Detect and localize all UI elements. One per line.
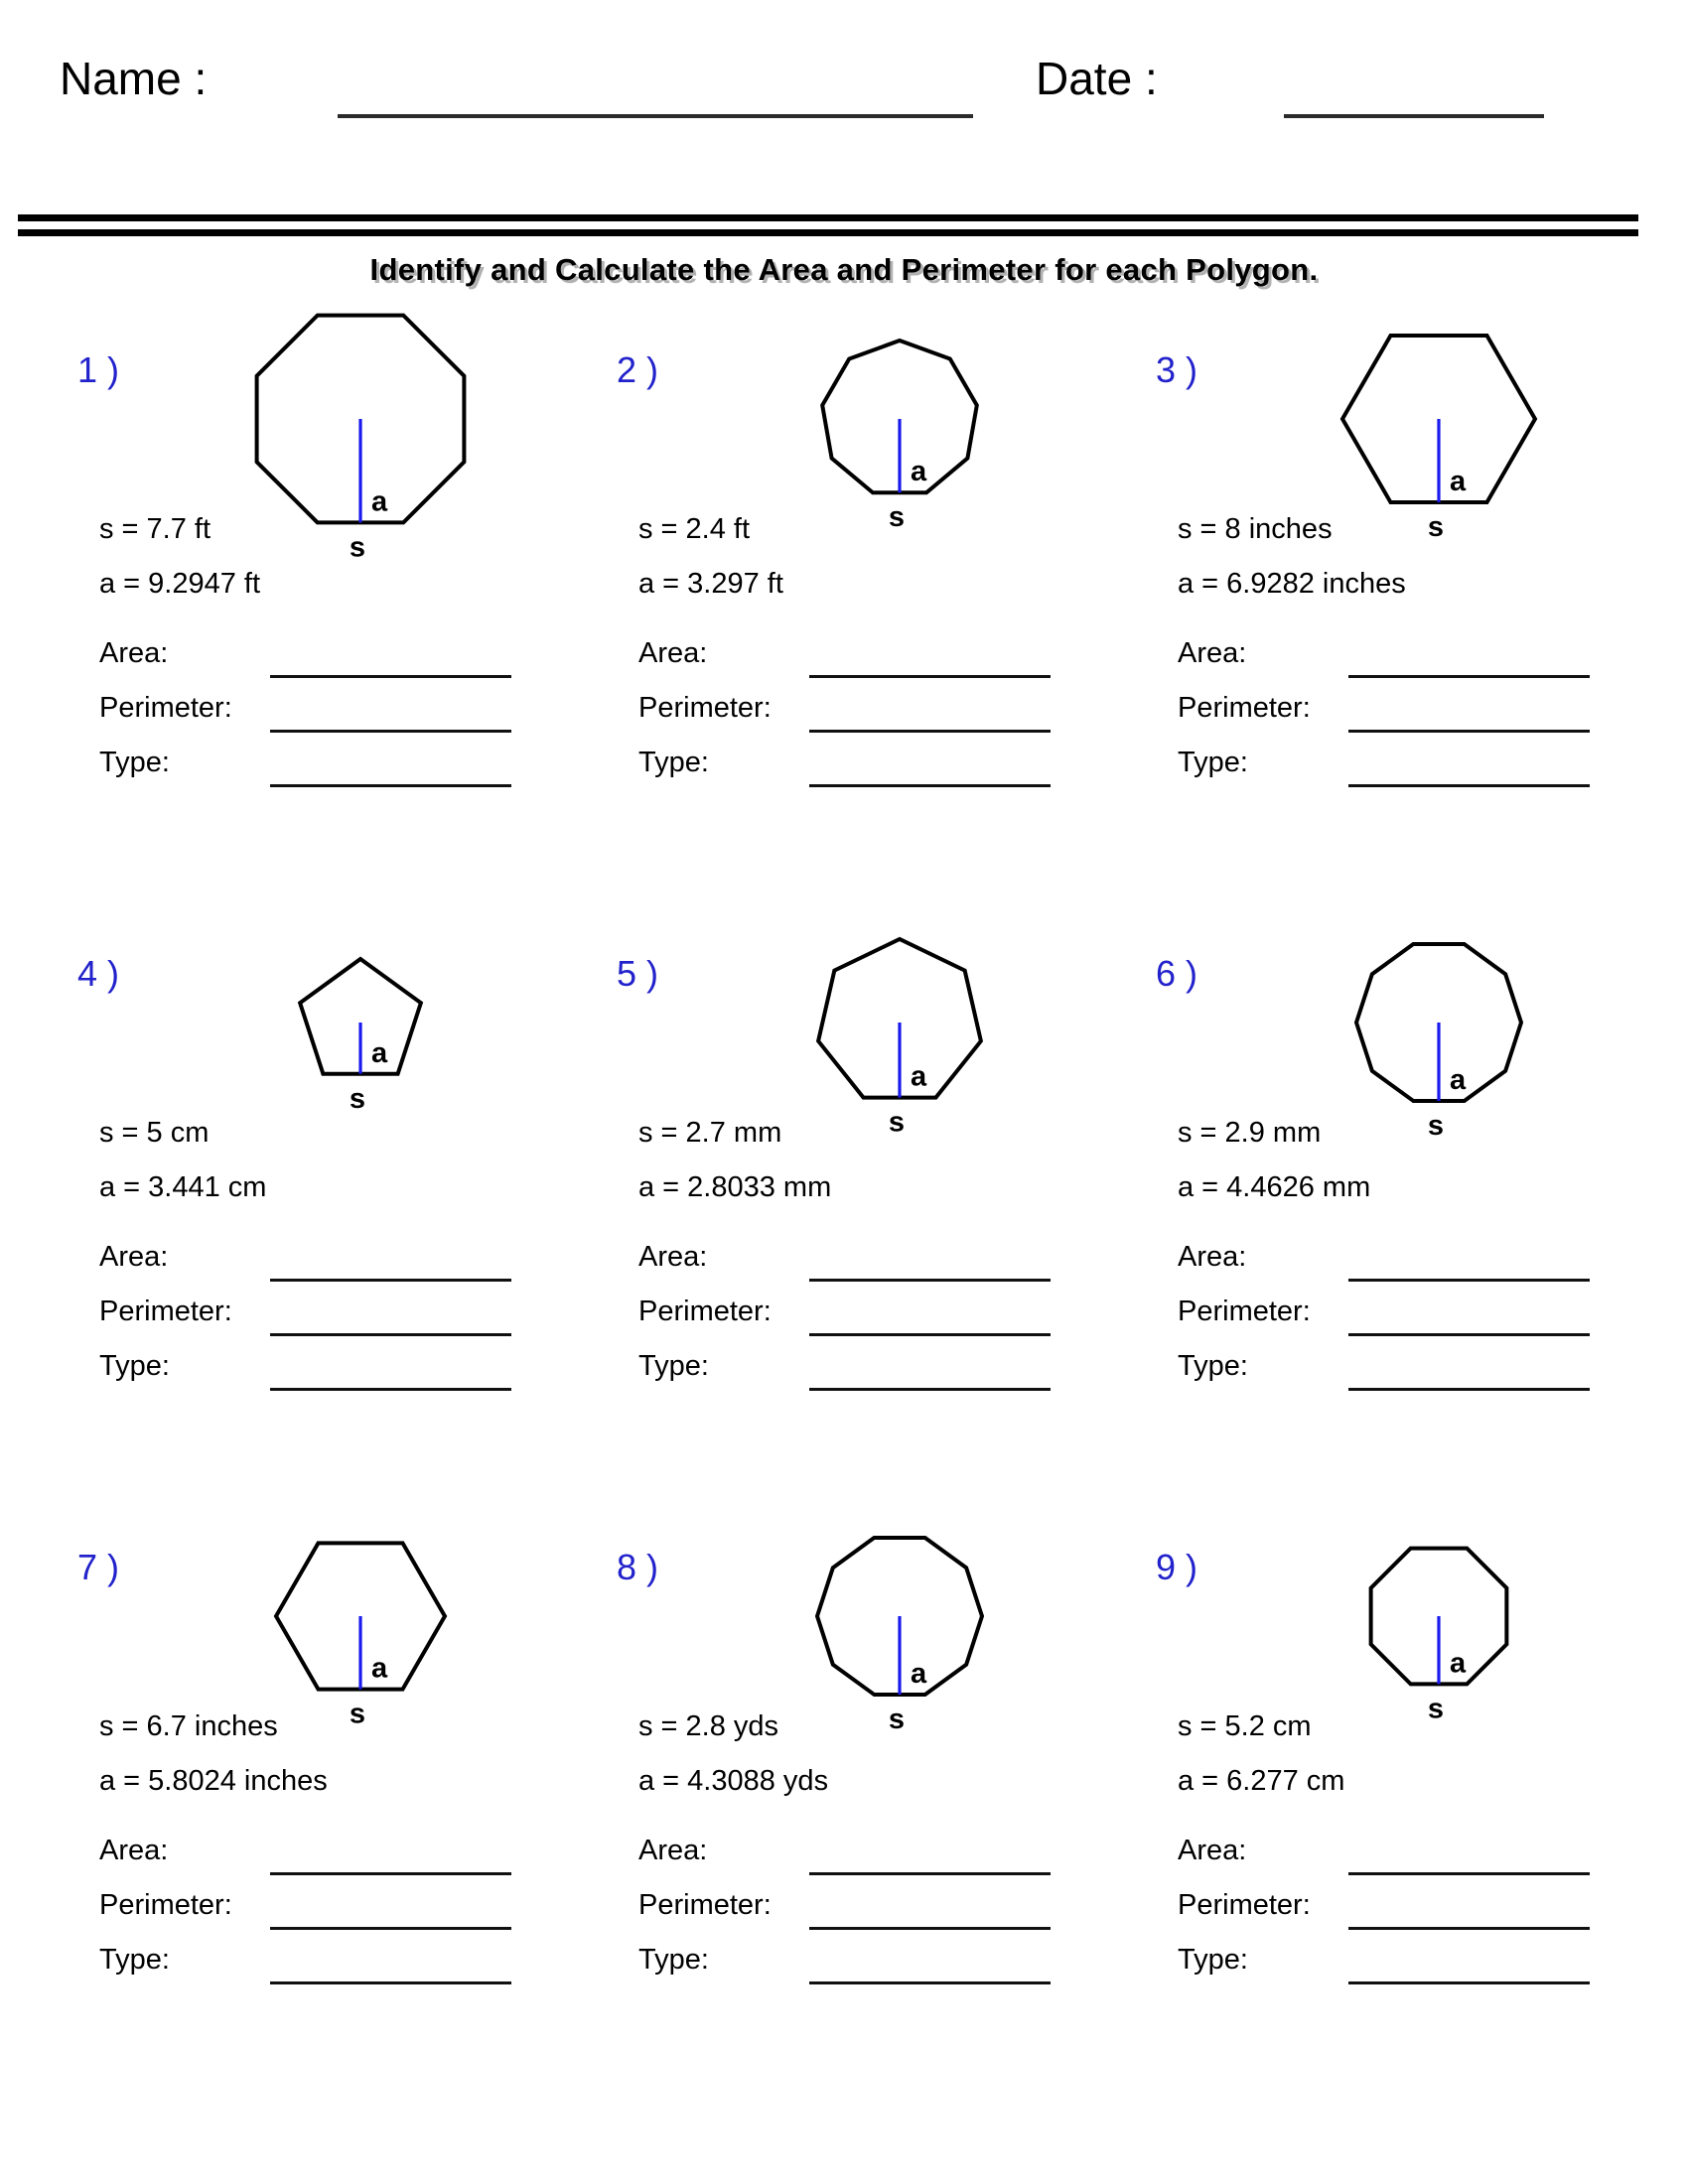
perimeter-label: Perimeter: — [1178, 1296, 1311, 1327]
polygon-figure-decagon — [1275, 905, 1603, 1173]
type-label: Type: — [638, 1350, 709, 1382]
side-marker-label: s — [349, 531, 366, 564]
type-answer-line[interactable] — [270, 784, 511, 787]
area-label: Area: — [99, 1241, 169, 1273]
area-answer-line[interactable] — [1348, 675, 1590, 678]
area-answer-line[interactable] — [1348, 1872, 1590, 1875]
perimeter-label: Perimeter: — [99, 1889, 232, 1921]
apothem-marker-label: a — [911, 456, 927, 488]
polygon-figure-pentagon — [197, 905, 524, 1173]
type-label: Type: — [99, 1944, 170, 1976]
perimeter-label: Perimeter: — [638, 1296, 772, 1327]
perimeter-answer-row — [638, 1296, 1135, 1339]
area-answer-line[interactable] — [809, 675, 1051, 678]
apothem-value: a = 3.441 cm — [99, 1171, 267, 1203]
perimeter-answer-row — [1178, 1889, 1674, 1933]
side-marker-label: s — [1427, 1693, 1445, 1725]
apothem-marker-label: a — [1450, 1647, 1467, 1680]
apothem-value: a = 6.277 cm — [1178, 1765, 1345, 1797]
problem-number: 7 ) — [77, 1547, 120, 1587]
apothem-value: a = 4.4626 mm — [1178, 1171, 1371, 1203]
area-label: Area: — [638, 1835, 708, 1866]
perimeter-answer-line[interactable] — [270, 1333, 511, 1336]
side-length-value: s = 5.2 cm — [1178, 1710, 1312, 1742]
side-length-value: s = 2.9 mm — [1178, 1117, 1322, 1149]
perimeter-label: Perimeter: — [1178, 692, 1311, 724]
side-marker-label: s — [888, 501, 906, 534]
area-answer-row — [99, 637, 596, 681]
apothem-value: a = 2.8033 mm — [638, 1171, 832, 1203]
side-length-value: s = 6.7 inches — [99, 1710, 278, 1742]
type-answer-row — [638, 1944, 1135, 1987]
perimeter-answer-line[interactable] — [1348, 1927, 1590, 1930]
polygon-figure-nonagon — [736, 302, 1063, 570]
perimeter-label: Perimeter: — [638, 1889, 772, 1921]
type-answer-row — [99, 1350, 596, 1394]
type-answer-line[interactable] — [270, 1981, 511, 1984]
type-label: Type: — [638, 747, 709, 778]
perimeter-answer-row — [638, 1889, 1135, 1933]
name-label: Name : — [60, 53, 208, 104]
perimeter-answer-line[interactable] — [1348, 1333, 1590, 1336]
type-answer-line[interactable] — [270, 1388, 511, 1391]
perimeter-answer-row — [99, 692, 596, 736]
problem-number: 3 ) — [1156, 349, 1198, 390]
problem-number: 9 ) — [1156, 1547, 1198, 1587]
type-label: Type: — [1178, 1350, 1248, 1382]
apothem-marker-label: a — [911, 1657, 927, 1690]
problem-number: 4 ) — [77, 953, 120, 994]
polygon-figure-octagon — [197, 302, 524, 570]
type-answer-line[interactable] — [809, 784, 1051, 787]
side-marker-label: s — [888, 1703, 906, 1735]
apothem-marker-label: a — [911, 1060, 927, 1093]
area-label: Area: — [638, 637, 708, 669]
side-length-value: s = 2.4 ft — [638, 513, 751, 545]
area-label: Area: — [638, 1241, 708, 1273]
side-marker-label: s — [888, 1106, 906, 1139]
apothem-value: a = 4.3088 yds — [638, 1765, 829, 1797]
apothem-value: a = 5.8024 inches — [99, 1765, 328, 1797]
side-length-value: s = 7.7 ft — [99, 513, 211, 545]
type-answer-line[interactable] — [809, 1388, 1051, 1391]
type-answer-row — [1178, 1944, 1674, 1987]
type-answer-row — [99, 1944, 596, 1987]
apothem-marker-label: a — [1450, 1063, 1467, 1096]
polygon-figure-decagon — [736, 1499, 1063, 1767]
apothem-marker-label: a — [371, 1036, 388, 1069]
perimeter-answer-line[interactable] — [809, 730, 1051, 733]
perimeter-label: Perimeter: — [99, 692, 232, 724]
area-answer-line[interactable] — [809, 1872, 1051, 1875]
perimeter-label: Perimeter: — [99, 1296, 232, 1327]
type-answer-line[interactable] — [1348, 1981, 1590, 1984]
perimeter-answer-row — [99, 1296, 596, 1339]
type-answer-row — [638, 747, 1135, 790]
type-label: Type: — [638, 1944, 709, 1976]
problem-number: 8 ) — [617, 1547, 659, 1587]
date-label: Date : — [1036, 53, 1158, 104]
polygon-figure-octagon — [1275, 1499, 1603, 1767]
area-answer-line[interactable] — [270, 1279, 511, 1282]
type-label: Type: — [99, 747, 170, 778]
perimeter-answer-row — [99, 1889, 596, 1933]
side-marker-label: s — [1427, 1109, 1445, 1142]
perimeter-answer-row — [638, 692, 1135, 736]
type-label: Type: — [1178, 1944, 1248, 1976]
side-length-value: s = 2.8 yds — [638, 1710, 779, 1742]
area-label: Area: — [1178, 1241, 1247, 1273]
perimeter-answer-line[interactable] — [270, 1927, 511, 1930]
type-label: Type: — [1178, 747, 1248, 778]
perimeter-label: Perimeter: — [1178, 1889, 1311, 1921]
perimeter-answer-line[interactable] — [270, 730, 511, 733]
perimeter-answer-row — [1178, 692, 1674, 736]
area-label: Area: — [1178, 1835, 1247, 1866]
type-answer-row — [1178, 1350, 1674, 1394]
type-answer-row — [99, 747, 596, 790]
area-answer-row — [638, 637, 1135, 681]
apothem-marker-label: a — [371, 1652, 388, 1685]
type-answer-line[interactable] — [1348, 1388, 1590, 1391]
area-answer-row — [99, 1241, 596, 1285]
area-answer-line[interactable] — [270, 1872, 511, 1875]
type-answer-line[interactable] — [1348, 784, 1590, 787]
perimeter-answer-line[interactable] — [809, 1333, 1051, 1336]
perimeter-answer-row — [1178, 1296, 1674, 1339]
side-marker-label: s — [349, 1698, 366, 1730]
area-answer-row — [1178, 1241, 1674, 1285]
area-answer-row — [1178, 1835, 1674, 1878]
area-answer-line[interactable] — [809, 1279, 1051, 1282]
area-answer-row — [1178, 637, 1674, 681]
area-label: Area: — [1178, 637, 1247, 669]
area-answer-row — [638, 1241, 1135, 1285]
apothem-marker-label: a — [1450, 466, 1467, 498]
apothem-value: a = 3.297 ft — [638, 568, 783, 600]
type-answer-row — [1178, 747, 1674, 790]
area-label: Area: — [99, 637, 169, 669]
perimeter-answer-line[interactable] — [1348, 730, 1590, 733]
side-length-value: s = 8 inches — [1178, 513, 1333, 545]
type-answer-row — [638, 1350, 1135, 1394]
area-answer-line[interactable] — [270, 675, 511, 678]
problem-number: 2 ) — [617, 349, 659, 390]
problem-number: 1 ) — [77, 349, 120, 390]
side-length-value: s = 5 cm — [99, 1117, 210, 1149]
side-marker-label: s — [349, 1082, 366, 1115]
perimeter-answer-line[interactable] — [809, 1927, 1051, 1930]
area-answer-row — [638, 1835, 1135, 1878]
polygon-figure-heptagon — [736, 905, 1063, 1173]
worksheet-title: Identify and Calculate the Area and Perimeter for each Polygon. — [369, 252, 1319, 287]
type-answer-line[interactable] — [809, 1981, 1051, 1984]
apothem-value: a = 9.2947 ft — [99, 568, 261, 600]
perimeter-label: Perimeter: — [638, 692, 772, 724]
area-answer-line[interactable] — [1348, 1279, 1590, 1282]
side-length-value: s = 2.7 mm — [638, 1117, 782, 1149]
problem-number: 5 ) — [617, 953, 659, 994]
problem-number: 6 ) — [1156, 953, 1198, 994]
apothem-marker-label: a — [371, 485, 388, 518]
area-label: Area: — [99, 1835, 169, 1866]
type-label: Type: — [99, 1350, 170, 1382]
side-marker-label: s — [1427, 511, 1445, 544]
apothem-value: a = 6.9282 inches — [1178, 568, 1406, 600]
area-answer-row — [99, 1835, 596, 1878]
